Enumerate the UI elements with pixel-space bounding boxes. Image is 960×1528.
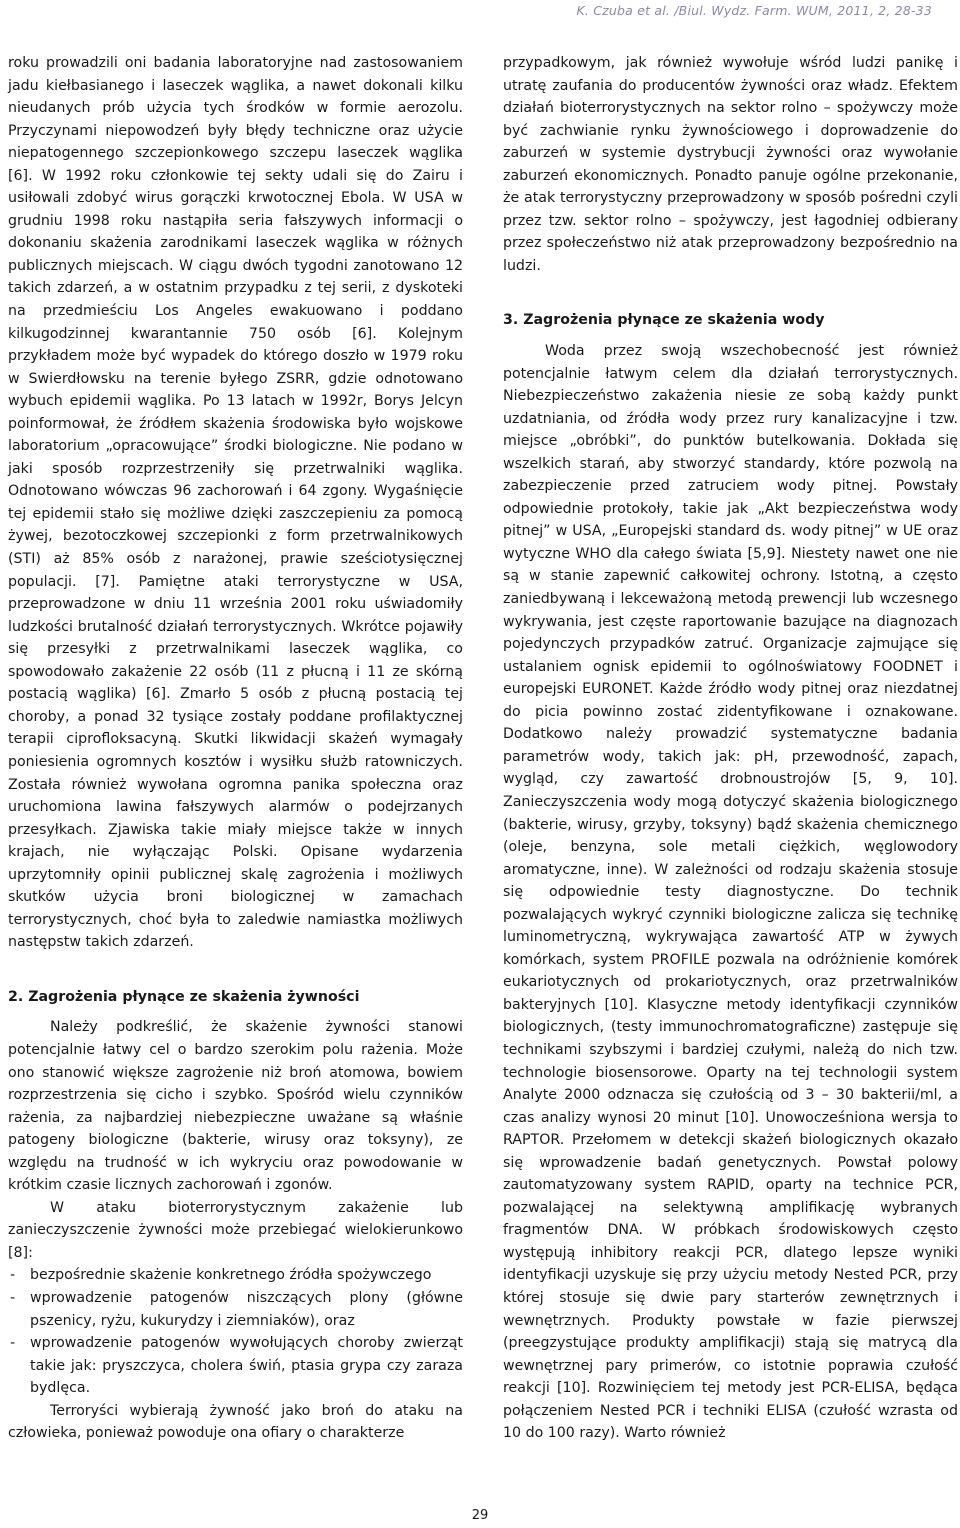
section2-paragraph-2: W ataku bioterrorystycznym zakażenie lub zanieczyszczenie żywności może przebiegać wielokierunkowo [8]: — [8, 1199, 463, 1261]
list-item: - wprowadzenie patogenów wywołujących choroby zwierząt takie jak: pryszczyca, cholera świń, ptasia grypa czy zaraza bydlęca. — [8, 1332, 463, 1400]
running-header: K. Czuba et al. /Biul. Wydz. Farm. WUM, 2011, 2, 28-33 — [576, 3, 932, 18]
list-item: - bezpośrednie skażenie konkretnego źródła spożywczego — [8, 1264, 463, 1287]
attack-vector-list — [8, 1264, 463, 1399]
spacer — [8, 954, 463, 986]
continuation-paragraph: przypadkowym, jak również wywołuje wśród ludzi panikę i utratę zaufania do producentów żywności oraz władz. Efektem działań bioterrorystycznych na sektor rolno – spożywczy może być zachwianie rynku żywnościowego i doprowadzenie do zaburzeń w systemie dystrybucji żywności oraz wywołanie zaburzeń ekonomicznych. Ponadto panuje ogólne przekonanie, że atak terrorystyczny przeprowadzony w sposób pośredni czyli przez tzw. sektor rolno – spożywczy, jest łagodniej odbierany przez społeczeństwo niż atak przeprowadzony bezpośrednio na ludzi. — [503, 55, 958, 274]
section2-paragraph-3: Terroryści wybierają żywność jako broń do ataku na człowieka, ponieważ powoduje ona ofiary o charakterze — [8, 1402, 463, 1442]
spacer — [503, 332, 958, 340]
list-item: - wprowadzenie patogenów niszczących plony (główne pszenicy, ryżu, kukurydzy i ziemniaków), oraz — [8, 1287, 463, 1332]
page-number: 29 — [471, 1508, 489, 1523]
intro-paragraph: roku prowadzili oni badania laboratoryjne nad zastosowaniem jadu kiełbasianego i laseczek wąglika, a nawet dokonali kilku nieudanych prób użycia tych środków w formie aerozolu. Przyczynami niepowodzeń były błędy techniczne oraz użycie niepatogennego szczepionkowego szczepu laseczek wąglika [6]. W 1992 roku członkowie tej sekty udali się do Zairu i usiłowali zdobyć wirus gorączki krwotocznej Ebola. W USA w grudniu 1998 roku nastąpiła seria fałszywych informacji o dokonaniu skażenia zarodnikami laseczek wąglika w różnych publicznych miejscach. W ciągu dwóch tygodni zanotowano 12 takich zdarzeń, a w ostatnim przypadku z tej serii, z dyskoteki na przedmieściu Los Angeles ewakuowano i poddano kilkugodzinnej kwarantannie 750 osób [6]. Kolejnym przykładem może być wypadek do którego doszło w 1979 roku w Swierdłowsku na terenie byłego ZSRR, gdzie odnotowano wybuch epidemii wąglika. Po 13 latach w 1992r, Borys Jelcyn poinformował, że źródłem skażenia środowiska było wojskowe laboratorium „opracowujące” środki biologiczne. Nie podano w jaki sposób rozprzestrzeniły się przetrwalniki wąglika. Odnotowano wówczas 96 zachorowań i 64 zgony. Wygaśnięcie tej epidemii stało się możliwe dzięki zaszczepieniu za pomocą żywej, bezotoczkowej szczepionki z form przetrwalnikowych (STI) aż 85% osób z narażonej, prawie sześciotysięcznej populacji. [7]. Pamiętne ataki terrorystyczne w USA, przeprowadzone w dniu 11 września 2001 roku uświadomiły ludzkości brutalność działań terrorystycznych. Wkrótce pojawiły się przesyłki z przetrwalnikami laseczek wąglika, co spowodowało zakażenie 22 osób (11 z płucną i 11 ze skórną postacią wąglika) [6]. Zmarło 5 osób z płucną postacią tej choroby, a ponad 32 tysiące zostały poddane profilaktycznej terapii ciprofloksacyną. Skutki likwidacji skażeń wymagały poniesienia ogromnych kosztów i wysiłku służb ratowniczych. Została również wywołana ogromna panika społeczna oraz uruchomiona lawina fałszywych alarmów o podejrzanych przesyłkach. Zjawiska takie miały miejsce także w innych krajach, nie wyłączając Polski. Opisane wydarzenia uprzytomniły opinii publicznej skalę zagrożenia i możliwych skutków użycia broni biologicznej w zamachach terrorystycznych, choć była to zaledwie namiastka możliwych następstw takich zdarzeń. — [8, 55, 463, 951]
spacer — [503, 277, 958, 309]
section2-paragraph-1: Należy podkreślić, że skażenie żywności stanowi potencjalnie łatwy cel o bardzo szerokim polu rażenia. Może ono stanowić większe zagrożenie niż broń atomowa, bowiem rozprzestrzenia się cicho i szybko. Spośród wielu czynników rażenia, za najbardziej niebezpieczne uważane są właśnie patogeny biologiczne (bakterie, wirusy oraz toksyny), ze względu na trudność w ich wykryciu oraz powodowanie w krótkim czasie licznych zachorowań i zgonów. — [8, 1019, 463, 1194]
right-column — [503, 52, 958, 1445]
spacer — [8, 1008, 463, 1016]
section3-heading: 3. Zagrożenia płynące ze skażenia wody — [503, 312, 825, 329]
left-column — [8, 52, 463, 1445]
section3-paragraph: Woda przez swoją wszechobecność jest również potencjalnie łatwym celem dla działań terrorystycznych. Niebezpieczeństwo zakażenia niesie ze sobą każdy punkt uzdatniania, od źródła wody przez rury kanalizacyjne i tzw. miejsce „obróbki”, do punktów butelkowania. Dokłada się wszelkich starań, aby stworzyć standardy, które pozwolą na zabezpieczenie przed zatruciem wody pitnej. Powstały odpowiednie protokoły, takie jak „Akt bezpieczeństwa wody pitnej” w USA, „Europejski standard ds. wody pitnej” w UE oraz wytyczne WHO dla całego świata [5,9]. Niestety nawet one nie są w stanie zapewnić całkowitej ochrony. Istotną, a często zaniedbywaną i lekceważoną metodą prewencji lub wczesnego wykrywania, jest częste raportowanie bazujące na diagnozach pojedynczych przypadków zatruć. Organizacje zajmujące się ustalaniem ognisk epidemii to ogólnoświatowy FOODNET i europejski EURONET. Każde źródło wody pitnej oraz niezdatnej do picia powinno zostać zidentyfikowane i oznakowane. Dodatkowo należy prowadzić systematyczne badania parametrów wody, takich jak: pH, przewodność, zapach, wygląd, czy zawartość drobnoustrojów [5, 9, 10]. Zanieczyszczenia wody mogą dotyczyć skażenia biologicznego (bakterie, wirusy, grzyby, toksyny) bądź skażenia chemicznego (oleje, benzyna, sole metali ciężkich, węglowodory aromatyczne, inne). W zależności od rodzaju skażenia stosuje się odpowiednie testy diagnostyczne. Do technik pozwalających wykryć czynniki biologiczne zalicza się technikę luminometryczną, wykrywająca zawartość ATP w żywych komórkach, system PROFILE pozwala na odróżnienie komórek eukariotycznych od prokariotycznych, oraz przetrwalników bakteryjnych [10]. Klasyczne metody identyfikacji czynników biologicznych, (testy immunochromatograficzne) zastępuje się technikami szybszymi i bardziej czułymi, należą do nich tzw. technologie biosensorowe. Oparty na tej technologii system Analyte 2000 odznacza się czułością od 3 – 30 bakterii/ml, a czas analizy wynosi 20 minut [10]. Unowocześniona wersja to RAPTOR. Przełomem w detekcji skażeń biologicznych okazało się wprowadzenie badań genetycznych. Powstał polowy zautomatyzowany system RAPID, oparty na technice PCR, pozwalającej na selektywną amplifikację wybranych fragmentów DNA. W próbkach środowiskowych często występują inhibitory reakcji PCR, dlatego lepsze wyniki identyfikacji uzyskuje się przy użyciu metody Nested PCR, przy której stosuje się dwie pary starterów zewnętrznych i wewnętrznych. Produkty powstałe w fazie pierwszej (preegzystujące produkty amplifikacji) stają się matrycą dla wewnętrznej pary primerów, co istotnie poprawia czułość reakcji [10]. Rozwinięciem tej metody jest PCR-ELISA, będąca połączeniem Nested PCR i techniki ELISA (czułość wzrasta od 10 do 100 razy). Warto również — [503, 343, 958, 1442]
section2-heading: 2. Zagrożenia płynące ze skażenia żywności — [8, 988, 360, 1005]
